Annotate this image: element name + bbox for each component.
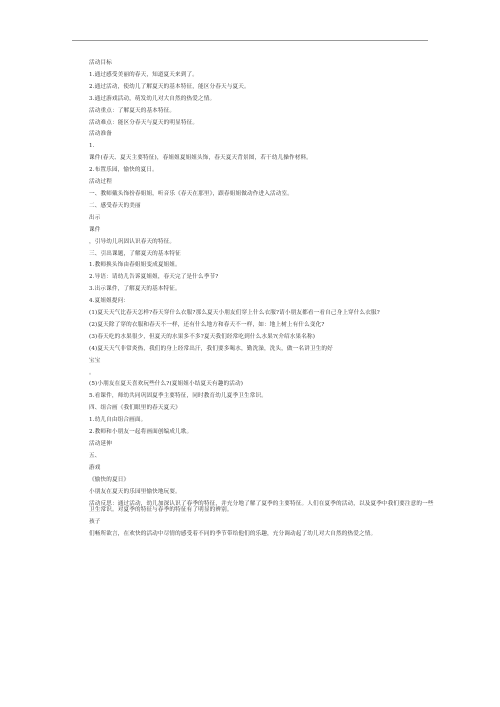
text-line: ，引导幼儿巩固认识春天的特征。 — [89, 238, 176, 245]
section-heading-process: 活动过程 — [89, 179, 112, 186]
prep-item: 课件(春天、夏天主要特征)，春姐姐夏姐姐头饰，春天夏天背景图，若干幼儿操作材料。 — [89, 155, 312, 162]
section-heading-extension: 活动延伸 — [89, 441, 112, 447]
key-point: 活动重点：了解夏天的基本特征。 — [89, 107, 176, 114]
question-item: (1)夏天天气比春天怎样?春天穿什么衣服?那么夏天小朋友们穿上什么衣服?请小朋友都看一看自己身上穿什么衣服? — [89, 310, 380, 317]
question-item: (4)夏天天气非常炎热，我们的身上经常出汗，我们要多喝水，勤洗澡，洗头，做一名讲卫生的好 — [89, 345, 333, 352]
document-body — [89, 60, 434, 543]
goal-item: 3.通过游戏活动，萌发幼儿对大自然的热爱之情。 — [89, 95, 216, 102]
sub-step: 5.看课件，师幼共同巩固夏季主要特征，同时教育幼儿夏季卫生常识。 — [89, 393, 267, 400]
text-line: 。 — [89, 369, 95, 376]
reflection-paragraph: 活动反思：通过活动，幼儿加深认识了春季的特征，并充分地了解了夏季的主要特征。人们在夏季的活动，以及夏季中我们要注意的一些卫生常识。对夏季的特征与春季的特征有了明显的辨别。 — [89, 500, 434, 513]
question-item: (2)夏天除了穿的衣服和春天不一样，还有什么地方和春天不一样，如：地上树上有什么变化? — [89, 321, 325, 328]
goal-item: 2.通过活动，使幼儿了解夏天的基本特征，能区分春天与夏天。 — [89, 83, 250, 90]
prep-item: 2.布置乐园，愉快的夏日。 — [89, 167, 158, 174]
text-line: 们畅所欲言，在欢快的活动中尽情的感受着不同的季节带给他们的乐趣，充分调动起了幼儿对大自然的热爱之情。 — [89, 530, 377, 537]
sub-step: 3.出示课件，了解夏天的基本特征。 — [89, 286, 181, 293]
game-title: 《愉快的夏日》 — [89, 476, 130, 483]
text-line: 宝宝 — [89, 357, 101, 364]
text-line: 五、 — [89, 452, 101, 459]
header-rule — [72, 40, 428, 41]
text-line: 小朋友在夏天的乐园里愉快地玩耍。 — [89, 488, 181, 495]
process-step: 三、引出课题，了解夏天的基本特征 — [89, 250, 181, 257]
text-line: 游戏 — [89, 464, 101, 471]
process-step: 二、感受春天的美丽 — [89, 202, 141, 209]
text-line: 孩子 — [89, 518, 101, 525]
section-heading-preparation: 活动准备 — [89, 131, 112, 138]
sub-step: 4.夏姐姐提问： — [89, 298, 130, 305]
goal-item: 1.通过感受美丽的春天，知道夏天来到了。 — [89, 71, 199, 78]
sub-step: 1.幼儿自由组合画面。 — [89, 417, 147, 424]
sub-step: 2.教师和小朋友一起将画面创编成儿歌。 — [89, 429, 193, 436]
text-line: 课件 — [89, 226, 101, 233]
text-line: 出示 — [89, 214, 101, 221]
sub-step: 2.导语：请幼儿告诉夏姐姐，春天完了是什么季节? — [89, 274, 219, 281]
question-item: (5)小朋友在夏天喜欢玩些什么?(夏姐姐小结夏天有趣的活动) — [89, 381, 244, 388]
question-item: (3)春天吃的水果很少，但夏天的水果多不多?夏天我们经常吃到什么水果?(介绍水果名称) — [89, 333, 316, 340]
difficult-point: 活动难点：能区分春天与夏天的明显特征。 — [89, 119, 199, 126]
sub-step: 1.教师换头饰由春姐姐变成夏姐姐。 — [89, 262, 181, 269]
process-step: 一、教师戴头饰扮春姐姐，听音乐《春天在那里》，跟春姐姐做动作进入活动室。 — [89, 190, 293, 197]
prep-number: 1. — [89, 143, 95, 150]
process-step: 四、组合画《我们眼里的春天夏天》 — [89, 405, 181, 412]
section-heading-goals: 活动目标 — [89, 60, 112, 66]
